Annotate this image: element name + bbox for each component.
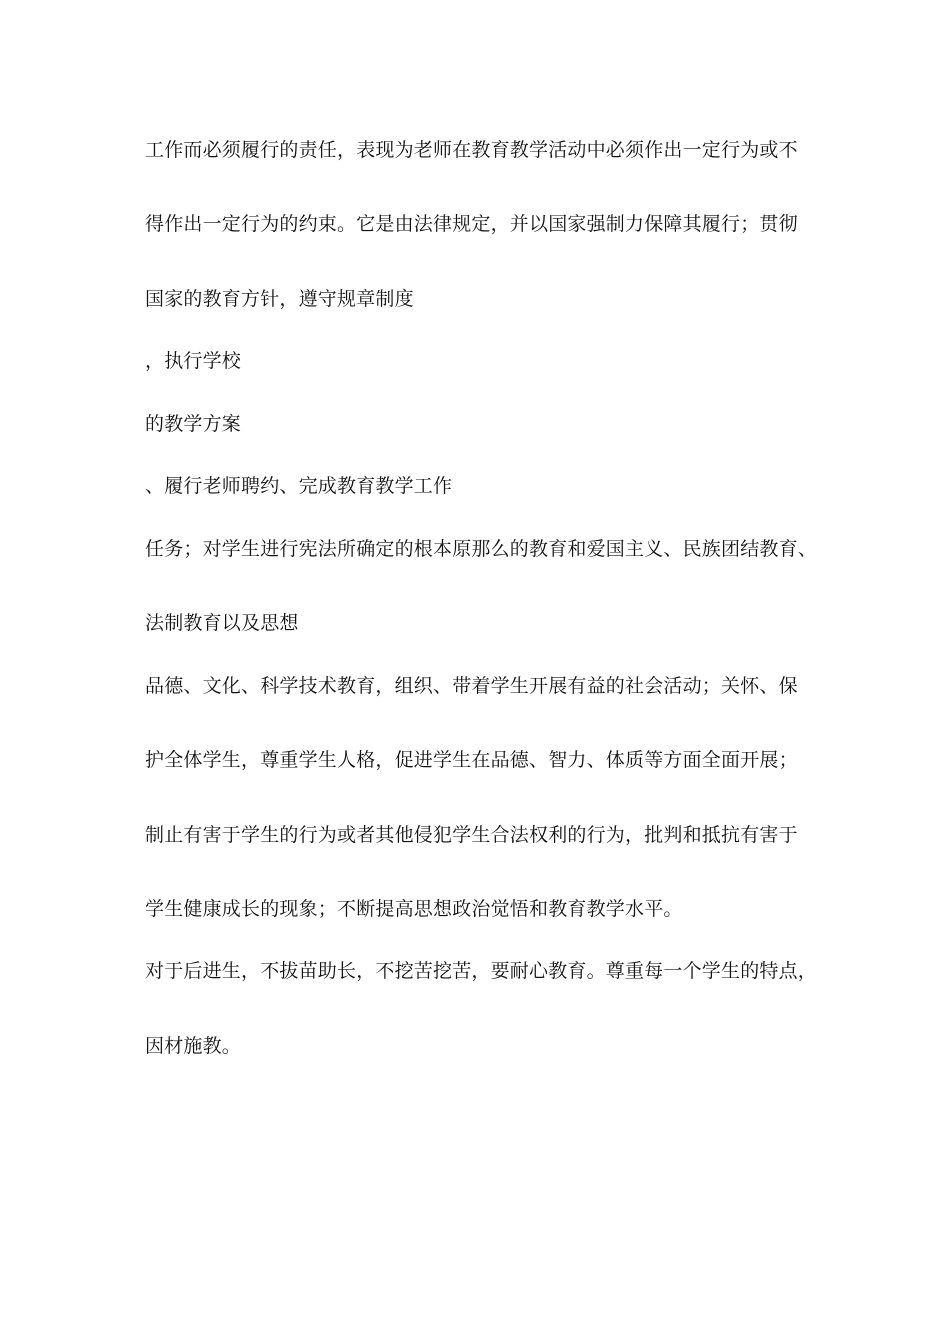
- text-line: 学生健康成长的现象；不断提高思想政治觉悟和教育教学水平。: [145, 898, 683, 920]
- text-line: 护全体学生，尊重学生人格，促进学生在品德、智力、体质等方面全面开展；: [145, 749, 798, 771]
- text-line: 法制教育以及思想: [145, 612, 299, 634]
- text-line: 国家的教育方针，遵守规章制度: [145, 288, 414, 310]
- text-line: 的教学方案: [145, 413, 242, 435]
- text-line: 品德、文化、科学技术教育，组织、带着学生开展有益的社会活动；关怀、保: [145, 675, 798, 697]
- text-line: 、履行老师聘约、完成教育教学工作: [145, 475, 453, 497]
- text-line: 任务；对学生进行宪法所确定的根本原那么的教育和爱国主义、民族团结教育、: [145, 538, 818, 560]
- text-line: 得作出一定行为的约束。它是由法律规定，并以国家强制力保障其履行；贯彻: [145, 213, 798, 235]
- text-line: 对于后进生，不拔苗助长，不挖苦挖苦，要耐心教育。尊重每一个学生的特点，: [145, 960, 818, 982]
- text-line: 工作而必须履行的责任，表现为老师在教育教学活动中必须作出一定行为或不: [145, 139, 798, 161]
- text-line: 制止有害于学生的行为或者其他侵犯学生合法权利的行为，批判和抵抗有害于: [145, 824, 798, 846]
- text-line: 因材施教。: [145, 1035, 242, 1057]
- text-line: ，执行学校: [145, 350, 242, 372]
